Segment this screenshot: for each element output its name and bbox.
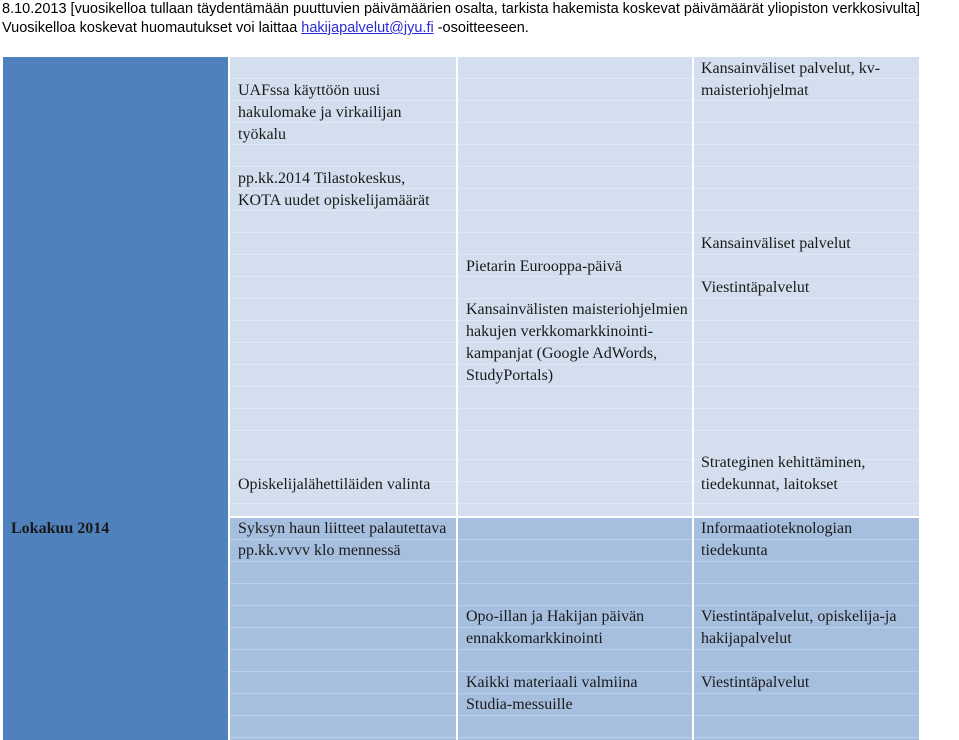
lower-col1-item-2: Syksyn haun liitteet palautettava pp.kk.vvvv klo mennessä bbox=[238, 520, 447, 559]
lower-col3-item-2: Informaatioteknologian tiedekunta bbox=[701, 520, 853, 559]
lower-col2-item-1: Opo-illan ja Hakijan päivän ennakkomarkkinointi bbox=[466, 608, 645, 647]
upper-col1-item-2: pp.kk.2014 Tilastokeskus, KOTA uudet opiskelijamäärät bbox=[238, 170, 430, 209]
lower-col2-item-2: Kaikki materiaali valmiina Studia-messuille bbox=[466, 674, 638, 713]
upper-col1-item-1: UAFssa käyttöön uusi hakulomake ja virkailijan työkalu bbox=[238, 82, 402, 143]
hakijapalvelut-email-link[interactable]: hakijapalvelut@jyu.fi bbox=[301, 20, 434, 36]
upper-col3-cell bbox=[694, 57, 919, 462]
lower-col2-top-cell bbox=[458, 438, 692, 516]
upper-col3-item-2: Kansainväliset palvelut bbox=[701, 235, 851, 252]
upper-col3-item-3: Viestintäpalvelut bbox=[701, 279, 810, 296]
lower-col3-item-4: Viestintäpalvelut bbox=[701, 674, 810, 691]
lower-col1-item-1: Opiskelijalähettiläiden valinta bbox=[238, 476, 431, 493]
header-line-1: 8.10.2013 [vuosikelloa tullaan täydentämään puuttuvien päivämäärien osalta, tarkista hakemista koskevat päivämäärät yliopiston verkkosivulta] bbox=[2, 1, 921, 17]
header-line-2 bbox=[2, 19, 959, 38]
document-header bbox=[2, 0, 959, 38]
lower-col3-item-1: Strateginen kehittäminen, tiedekunnat, laitokset bbox=[701, 454, 866, 493]
upper-col2-item-2: Kansainvälisten maisteriohjelmien hakujen verkkomarkkinointi-kampanjat (Google AdWords, StudyPortals) bbox=[466, 301, 688, 384]
header-line-2-text: Vuosikelloa koskevat huomautukset voi laittaa bbox=[2, 20, 302, 36]
month-label: Lokakuu 2014 bbox=[11, 520, 110, 537]
upper-col2-item-1: Pietarin Eurooppa-päivä bbox=[466, 258, 622, 275]
lower-col3-item-3: Viestintäpalvelut, opiskelija-ja hakijapalvelut bbox=[701, 608, 897, 647]
header-line-2-suffix: -osoitteeseen. bbox=[433, 20, 529, 36]
upper-month-cell bbox=[3, 57, 228, 462]
upper-col3-item-1: Kansainväliset palvelut, kv-maisteriohjelmat bbox=[701, 60, 881, 99]
lower-month-cell bbox=[3, 438, 228, 740]
